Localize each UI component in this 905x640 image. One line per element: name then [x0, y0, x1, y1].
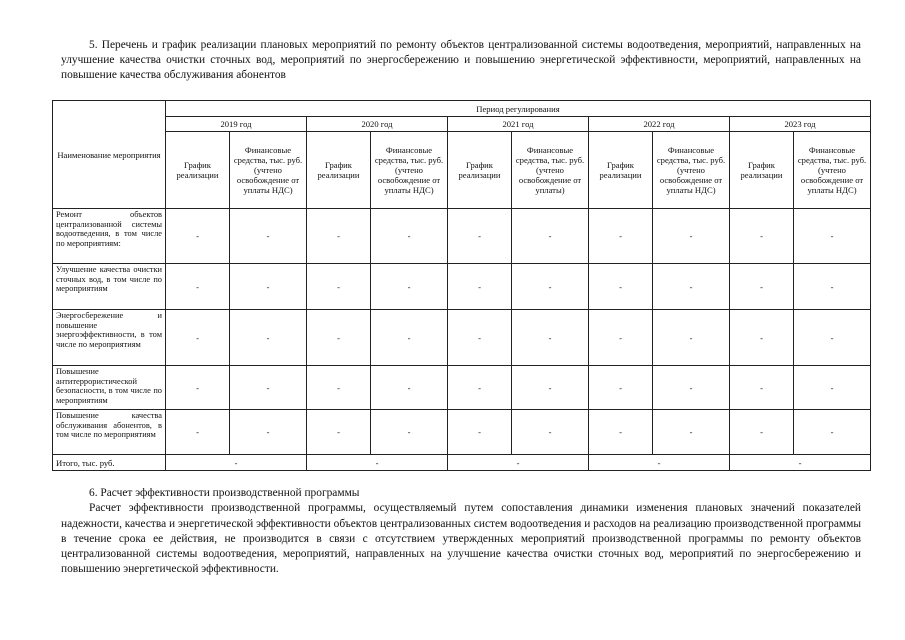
cell-value: - — [512, 410, 589, 455]
cell-value: - — [448, 410, 512, 455]
cell-value: - — [371, 410, 448, 455]
table-row — [53, 209, 871, 264]
finance-header: Финансовые средства, тыс. руб. (учтено освобождение от уплаты НДС) — [230, 132, 307, 209]
finance-header: Финансовые средства, тыс. руб. (учтено освобождение от уплаты НДС) — [794, 132, 871, 209]
activity-name: Повышение антитеррористической безопасности, в том числе по мероприятиям — [53, 366, 166, 410]
cell-value: - — [512, 264, 589, 310]
cell-value: - — [307, 264, 371, 310]
cell-value: - — [307, 366, 371, 410]
section-6-body: Расчет эффективности производственной программы, осуществляемый путем сопоставления динамики изменения плановых значений показателей надежности, качества и энергетической эффективности объектов централизованных систем водоотведения и расходов на реализацию производственной программы в течение срока ее действия, не производится в связи с отсутствием утвержденных мероприятий производственной программы по ремонту объектов централизованной системы водоотведения, мероприятий, направленных на улучшение качества очистки сточных вод, мероприятий по энергосбережению и повышению энергетической эффективности. — [61, 502, 861, 576]
cell-value: - — [589, 366, 653, 410]
cell-value: - — [371, 209, 448, 264]
cell-value: - — [230, 366, 307, 410]
cell-value: - — [589, 410, 653, 455]
cell-value: - — [730, 264, 794, 310]
cell-value: - — [512, 366, 589, 410]
cell-value: - — [794, 310, 871, 366]
cell-value: - — [448, 366, 512, 410]
period-header: Период регулирования — [166, 101, 871, 117]
total-value: - — [307, 455, 448, 471]
finance-header: Финансовые средства, тыс. руб. (учтено освобождение от уплаты НДС) — [653, 132, 730, 209]
activity-name: Улучшение качества очистки сточных вод, в том числе по мероприятиям — [53, 264, 166, 310]
cell-value: - — [230, 410, 307, 455]
activity-name: Энергосбережение и повышение энергоэффективности, в том числе по мероприятиям — [53, 310, 166, 366]
cell-value: - — [730, 410, 794, 455]
section-6 — [61, 486, 861, 578]
cell-value: - — [653, 264, 730, 310]
total-label: Итого, тыс. руб. — [53, 455, 166, 471]
year-header: 2023 год — [730, 117, 871, 132]
cell-value: - — [589, 310, 653, 366]
schedule-header: График реализации — [589, 132, 653, 209]
schedule-header: График реализации — [448, 132, 512, 209]
total-value: - — [166, 455, 307, 471]
cell-value: - — [589, 264, 653, 310]
section-6-heading: 6. Расчет эффективности производственной программы — [89, 487, 360, 499]
cell-value: - — [794, 209, 871, 264]
cell-value: - — [166, 264, 230, 310]
cell-value: - — [307, 410, 371, 455]
table-row — [53, 310, 871, 366]
cell-value: - — [589, 209, 653, 264]
cell-value: - — [653, 410, 730, 455]
cell-value: - — [448, 310, 512, 366]
year-header: 2020 год — [307, 117, 448, 132]
year-header: 2019 год — [166, 117, 307, 132]
cell-value: - — [230, 310, 307, 366]
name-column-header: Наименование мероприятия — [53, 101, 166, 209]
activity-name: Повышение качества обслуживания абонентов, в том числе по мероприятиям — [53, 410, 166, 455]
header-row-years — [53, 117, 871, 132]
total-value: - — [589, 455, 730, 471]
cell-value: - — [512, 209, 589, 264]
cell-value: - — [371, 366, 448, 410]
cell-value: - — [166, 366, 230, 410]
schedule-header: График реализации — [166, 132, 230, 209]
cell-value: - — [448, 264, 512, 310]
table-row — [53, 410, 871, 455]
header-row-subcolumns — [53, 132, 871, 209]
cell-value: - — [730, 366, 794, 410]
cell-value: - — [307, 310, 371, 366]
finance-header: Финансовые средства, тыс. руб. (учтено освобождение от уплаты) — [512, 132, 589, 209]
header-row-period — [53, 101, 871, 117]
cell-value: - — [166, 209, 230, 264]
cell-value: - — [448, 209, 512, 264]
total-value: - — [730, 455, 871, 471]
cell-value: - — [653, 366, 730, 410]
cell-value: - — [794, 410, 871, 455]
cell-value: - — [653, 209, 730, 264]
activities-table — [52, 100, 871, 471]
cell-value: - — [371, 264, 448, 310]
total-value: - — [448, 455, 589, 471]
cell-value: - — [794, 366, 871, 410]
table-row — [53, 264, 871, 310]
schedule-header: График реализации — [730, 132, 794, 209]
cell-value: - — [307, 209, 371, 264]
cell-value: - — [794, 264, 871, 310]
year-header: 2021 год — [448, 117, 589, 132]
cell-value: - — [166, 310, 230, 366]
year-header: 2022 год — [589, 117, 730, 132]
cell-value: - — [166, 410, 230, 455]
cell-value: - — [230, 209, 307, 264]
table-row — [53, 366, 871, 410]
schedule-header: График реализации — [307, 132, 371, 209]
cell-value: - — [730, 310, 794, 366]
total-row — [53, 455, 871, 471]
cell-value: - — [512, 310, 589, 366]
cell-value: - — [653, 310, 730, 366]
cell-value: - — [230, 264, 307, 310]
activity-name: Ремонт объектов централизованной системы водоотведения, в том числе по мероприятиям: — [53, 209, 166, 264]
finance-header: Финансовые средства, тыс. руб. (учтено освобождение от уплаты НДС) — [371, 132, 448, 209]
section-5-heading: 5. Перечень и график реализации плановых мероприятий по ремонту объектов централизованной системы водоотведения, мероприятий, направленных на улучшение качества очистки сточных вод, мероприятий по энергосбережению и повышению энергетической эффективности, мероприятий, направленных на повышение качества обслуживания абонентов — [61, 39, 861, 81]
cell-value: - — [730, 209, 794, 264]
cell-value: - — [371, 310, 448, 366]
